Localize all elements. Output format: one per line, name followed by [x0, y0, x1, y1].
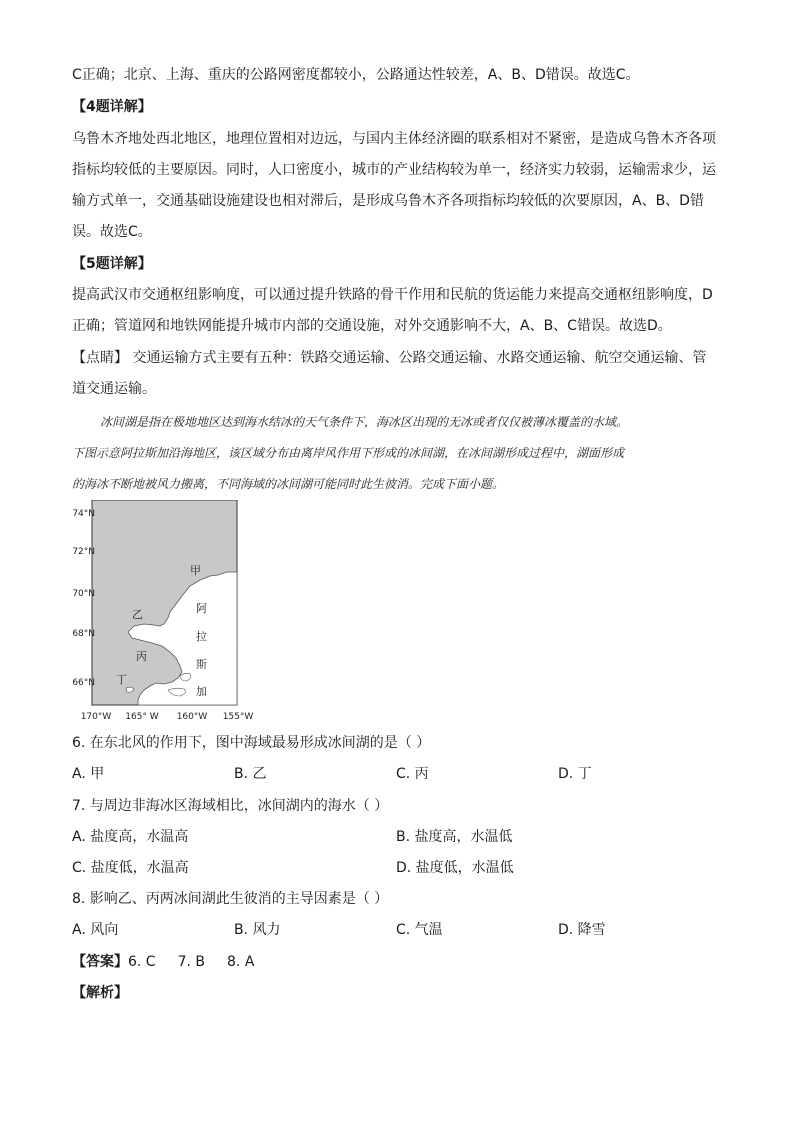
lat-label-70: 70°N	[72, 589, 95, 599]
place-jia: 甲	[190, 564, 201, 577]
text-line: 指标均较低的主要原因。同时，人口密度小，城市的产业结构较为单一，经济实力较弱，运输需求少，运	[72, 162, 716, 178]
place-bing: 丙	[136, 650, 147, 663]
lon-label-165: 165° W	[125, 712, 159, 722]
text-line: 道交通运输。	[72, 381, 156, 397]
answer-label: 【答案】	[72, 954, 128, 970]
lat-label-66: 66°N	[72, 678, 95, 688]
text-line: 正确；管道网和地铁网能提升城市内部的交通设施，对外交通影响不大，A、B、C错误。故选D。	[72, 318, 672, 334]
answer-row	[72, 953, 254, 971]
text-line: 乌鲁木齐地处西北地区，地理位置相对边远，与国内主体经济圈的联系相对不紧密，是造成乌鲁木齐各项	[72, 131, 716, 147]
analysis-heading: 【解析】	[72, 985, 128, 1001]
text-line: 提高武汉市交通枢纽影响度，可以通过提升铁路的骨干作用和民航的货运能力来提高交通枢纽影响度，D	[72, 287, 713, 303]
q8-option-c: C. 气温	[396, 922, 443, 938]
region-char: 拉	[196, 630, 207, 643]
question-7-stem: 7. 与周边非海冰区海域相比，冰间湖内的海水（ ）	[72, 798, 389, 814]
lat-label-68: 68°N	[72, 629, 95, 639]
answer-value: 8. A	[227, 954, 255, 970]
intro-line: 下图示意阿拉斯加沿海地区，该区域分布由离岸风作用下形成的冰间湖，在冰间湖形成过程中，湖面形成	[72, 446, 625, 460]
q6-option-b: B. 乙	[234, 766, 267, 782]
region-char: 加	[196, 685, 207, 698]
alaska-coast-map	[72, 500, 262, 722]
text-line: 误。故选C。	[72, 224, 152, 240]
lon-label-170: 170°W	[80, 712, 112, 722]
question-6-stem: 6. 在东北风的作用下，图中海域最易形成冰间湖的是（ ）	[72, 735, 431, 751]
q6-option-c: C. 丙	[396, 766, 429, 782]
lat-label-72: 72°N	[72, 547, 95, 557]
q7-option-b: B. 盐度高，水温低	[396, 829, 513, 845]
q7-option-a: A. 盐度高，水温高	[72, 829, 189, 845]
region-char: 斯	[196, 658, 207, 671]
answer-value: 7. B	[177, 954, 206, 970]
q8-option-d: D. 降雪	[558, 922, 606, 938]
intro-line: 冰间湖是指在极地地区达到海水结冰的天气条件下，海冰区出现的无冰或者仅仅被薄冰覆盖的水域。	[100, 415, 629, 429]
lon-label-160: 160°W	[176, 712, 208, 722]
region-char: 阿	[196, 602, 207, 615]
place-ding: 丁	[116, 673, 127, 686]
text-line: C正确；北京、上海、重庆的公路网密度都较小，公路通达性较差，A、B、D错误。故选C。	[72, 67, 640, 83]
key-point-line: 【点睛】 交通运输方式主要有五种：铁路交通运输、公路交通运输、水路交通运输、航空交通运输、管	[72, 350, 707, 366]
lat-label-74: 74°N	[72, 509, 95, 519]
section-heading-q5: 【5题详解】	[72, 256, 152, 272]
q6-option-d: D. 丁	[558, 766, 592, 782]
q6-option-a: A. 甲	[72, 766, 105, 782]
answer-value: 6. C	[128, 954, 156, 970]
intro-line: 的海冰不断地被风力搬离，不同海域的冰间湖可能同时此生彼消。完成下面小题。	[72, 477, 505, 491]
q7-option-d: D. 盐度低，水温低	[396, 860, 514, 876]
text-line: 输方式单一，交通基础设施建设也相对滞后，是形成乌鲁木齐各项指标均较低的次要原因，A、B、D错	[72, 193, 704, 209]
lon-label-155: 155°W	[222, 712, 254, 722]
place-yi: 乙	[132, 608, 143, 621]
question-8-stem: 8. 影响乙、丙两冰间湖此生彼消的主导因素是（ ）	[72, 891, 389, 907]
q8-option-a: A. 风向	[72, 922, 119, 938]
section-heading-q4: 【4题详解】	[72, 99, 152, 115]
q7-option-c: C. 盐度低，水温高	[72, 860, 189, 876]
q8-option-b: B. 风力	[234, 922, 281, 938]
